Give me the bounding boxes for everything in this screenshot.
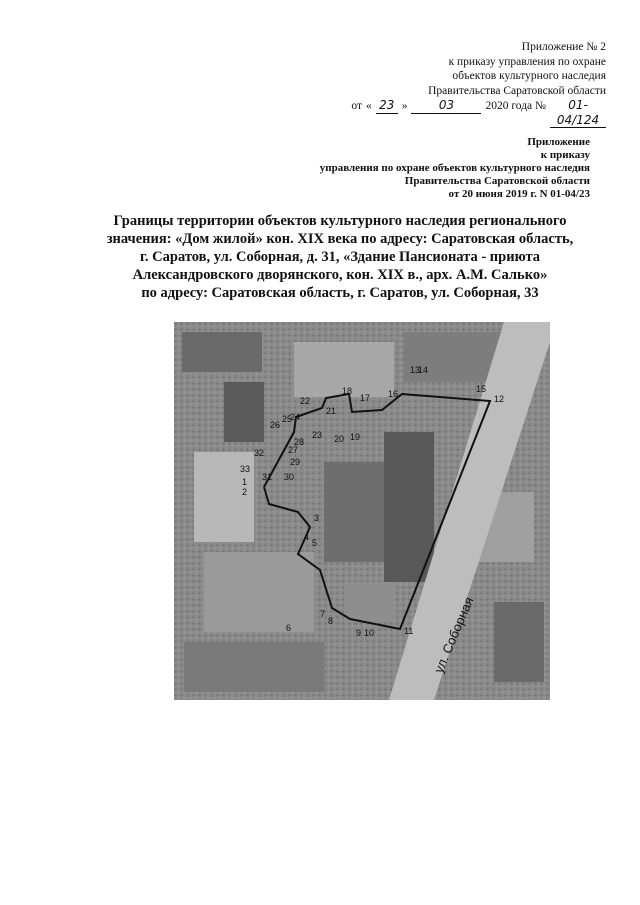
point-label: 5 (312, 538, 318, 548)
prev-appendix-government: Правительства Саратовской области (404, 175, 590, 187)
point-label: 7 (320, 609, 326, 619)
point-label: 25 (282, 414, 293, 424)
point-label: 8 (328, 616, 334, 626)
prev-appendix-title: Приложение (527, 136, 590, 148)
point-label: 15 (476, 384, 487, 394)
point-label: 32 (254, 448, 265, 458)
point-label: 23 (312, 430, 323, 440)
title-line-2: значения: «Дом жилой» кон. XIX века по адресу: Саратовская область, (106, 231, 574, 247)
point-label: 9 (356, 628, 362, 638)
date-prefix: от (351, 100, 362, 112)
point-label: 2 (242, 487, 248, 497)
territory-map (174, 322, 550, 700)
title-line-5: по адресу: Саратовская область, г. Саратов, ул. Соборная, 33 (141, 285, 539, 301)
prev-appendix-order: к приказу (540, 149, 590, 161)
aerial-map (174, 322, 550, 700)
point-label: 12 (494, 394, 505, 404)
point-label: 4 (304, 532, 310, 542)
date-month: 03 (411, 98, 481, 114)
point-label: 14 (418, 365, 429, 375)
previous-appendix-header (230, 136, 590, 201)
appendix-government: Правительства Саратовской области (428, 84, 606, 97)
point-label: 18 (342, 386, 353, 396)
appendix-order-ref: к приказу управления по охране (448, 55, 606, 68)
order-number: 01-04/124 (550, 98, 606, 128)
point-label: 24 (290, 412, 301, 422)
point-label: 30 (284, 472, 295, 482)
point-label: 22 (300, 396, 311, 406)
point-label: 19 (350, 432, 361, 442)
point-label: 17 (360, 393, 371, 403)
date-day: 23 (376, 98, 398, 114)
point-label: 3 (314, 513, 320, 523)
point-label: 27 (288, 445, 299, 455)
prev-appendix-department: управления по охране объектов культурного наследия (319, 162, 590, 174)
appendix-department: объектов культурного наследия (452, 70, 606, 82)
appendix-header (286, 40, 606, 128)
point-label: 21 (326, 406, 337, 416)
point-label: 11 (404, 626, 414, 636)
point-label: 10 (364, 628, 375, 638)
point-label: 1 (242, 477, 248, 487)
point-label: 6 (286, 623, 292, 633)
point-label: 29 (290, 457, 301, 467)
point-label: 28 (294, 437, 305, 447)
point-label: 33 (240, 464, 251, 474)
document-title (60, 212, 620, 302)
appendix-date-line: от « 23 » 03 2020 года № 01-04/124 (286, 98, 606, 128)
prev-appendix-date: от 20 июня 2019 г. N 01-04/23 (448, 188, 590, 200)
point-label: 20 (334, 434, 345, 444)
title-line-4: Александровского дворянского, кон. XIX в., арх. А.М. Салько» (132, 267, 548, 283)
point-label: 31 (262, 472, 273, 482)
appendix-title: Приложение № 2 (521, 41, 606, 53)
point-label: 13 (410, 365, 421, 375)
title-line-3: г. Саратов, ул. Соборная, д. 31, «Здание Пансионата - приюта (139, 249, 541, 265)
date-year: 2020 года № (485, 100, 546, 112)
point-label: 16 (388, 389, 399, 399)
street-label: ул. Соборная (430, 594, 477, 676)
title-line-1: Границы территории объектов культурного наследия регионального (113, 213, 567, 229)
point-label: 26 (270, 420, 281, 430)
